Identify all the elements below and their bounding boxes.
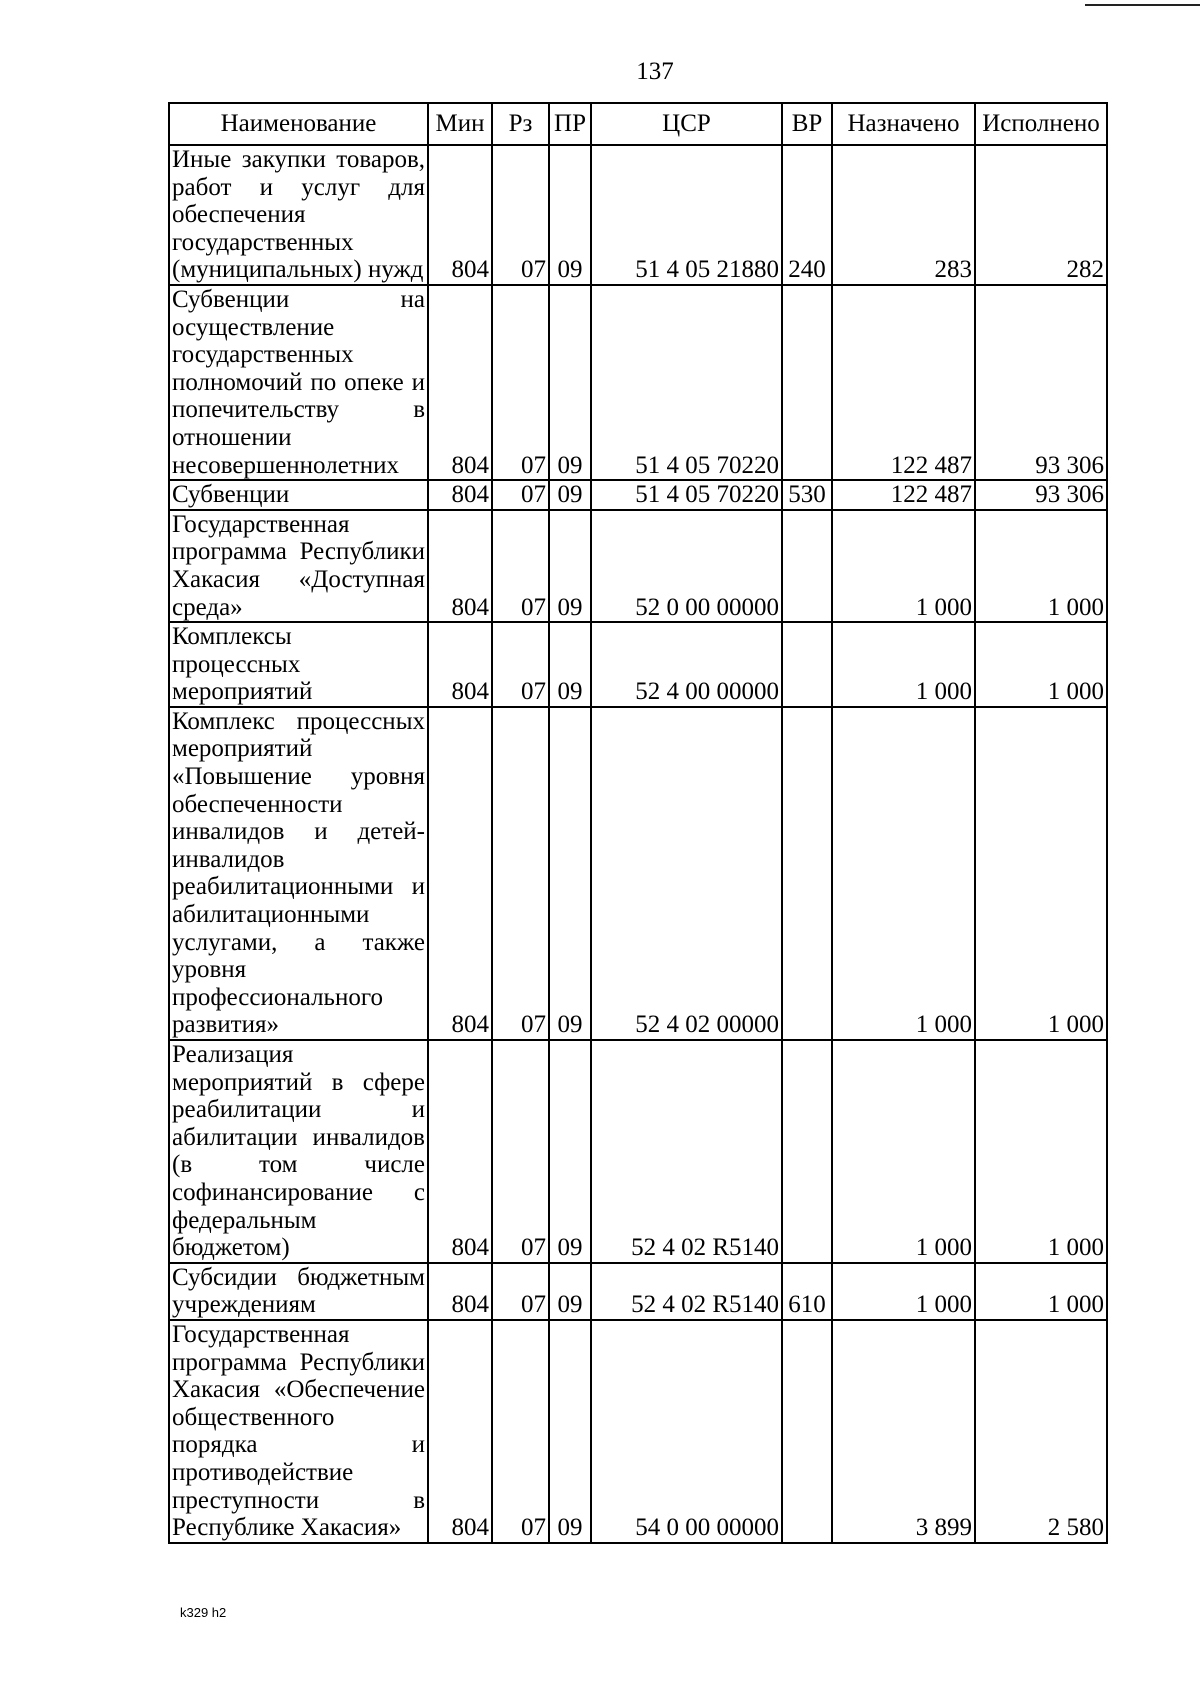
cell-rz: 07 — [492, 707, 549, 1040]
cell-min: 804 — [428, 622, 492, 707]
cell-vr: 530 — [782, 480, 832, 510]
table-row — [169, 707, 1107, 1040]
cell-pr: 09 — [549, 707, 591, 1040]
cell-rz: 07 — [492, 622, 549, 707]
cell-executed: 2 580 — [975, 1320, 1107, 1543]
cell-pr: 09 — [549, 1040, 591, 1263]
cell-executed: 1 000 — [975, 1263, 1107, 1320]
cell-vr — [782, 510, 832, 622]
table-header-row — [169, 103, 1107, 145]
cell-min: 804 — [428, 1263, 492, 1320]
cell-assigned: 1 000 — [832, 1040, 975, 1263]
cell-pr: 09 — [549, 510, 591, 622]
header-name: Наименование — [169, 103, 428, 145]
cell-csr: 52 4 02 R5140 — [591, 1040, 782, 1263]
table-row — [169, 480, 1107, 510]
cell-name: Государственная программа Республики Хакасия «Обеспечение общественного порядка и противодействие преступности в Республике Хакасия» — [169, 1320, 428, 1543]
cell-name: Субвенции на осуществление государственных полномочий по опеке и попечительству в отношении несовершеннолетних — [169, 285, 428, 480]
cell-name: Комплексы процессных мероприятий — [169, 622, 428, 707]
cell-pr: 09 — [549, 622, 591, 707]
cell-assigned: 1 000 — [832, 707, 975, 1040]
header-rz: Рз — [492, 103, 549, 145]
cell-csr: 52 4 00 00000 — [591, 622, 782, 707]
cell-vr: 610 — [782, 1263, 832, 1320]
cell-csr: 52 0 00 00000 — [591, 510, 782, 622]
cell-vr — [782, 1040, 832, 1263]
cell-executed: 1 000 — [975, 707, 1107, 1040]
header-executed: Исполнено — [975, 103, 1107, 145]
cell-assigned: 1 000 — [832, 510, 975, 622]
cell-executed: 1 000 — [975, 622, 1107, 707]
cell-vr — [782, 707, 832, 1040]
cell-name: Субсидии бюджетным учреждениям — [169, 1263, 428, 1320]
header-csr: ЦСР — [591, 103, 782, 145]
cell-assigned: 283 — [832, 145, 975, 285]
cell-csr: 52 4 02 00000 — [591, 707, 782, 1040]
cell-executed: 1 000 — [975, 1040, 1107, 1263]
cell-min: 804 — [428, 145, 492, 285]
cell-rz: 07 — [492, 1320, 549, 1543]
cell-rz: 07 — [492, 480, 549, 510]
table-row — [169, 622, 1107, 707]
table-row — [169, 1320, 1107, 1543]
table-body — [169, 145, 1107, 1543]
cell-name: Комплекс процессных мероприятий «Повышение уровня обеспеченности инвалидов и детей-инвалидов реабилитационными и абилитационными услугами, а также уровня профессионального развития» — [169, 707, 428, 1040]
cell-vr — [782, 285, 832, 480]
cell-min: 804 — [428, 1040, 492, 1263]
cell-csr: 51 4 05 70220 — [591, 480, 782, 510]
cell-rz: 07 — [492, 510, 549, 622]
cell-csr: 51 4 05 21880 — [591, 145, 782, 285]
cell-vr — [782, 622, 832, 707]
cell-name: Реализация мероприятий в сфере реабилитации и абилитации инвалидов (в том числе софинансирование с федеральным бюджетом) — [169, 1040, 428, 1263]
cell-executed: 93 306 — [975, 480, 1107, 510]
cell-assigned: 122 487 — [832, 285, 975, 480]
table-row — [169, 1263, 1107, 1320]
cell-csr: 54 0 00 00000 — [591, 1320, 782, 1543]
cell-pr: 09 — [549, 145, 591, 285]
table-row — [169, 1040, 1107, 1263]
cell-min: 804 — [428, 1320, 492, 1543]
cell-min: 804 — [428, 480, 492, 510]
cell-assigned: 3 899 — [832, 1320, 975, 1543]
cell-min: 804 — [428, 285, 492, 480]
cell-rz: 07 — [492, 1040, 549, 1263]
cell-pr: 09 — [549, 1320, 591, 1543]
cell-rz: 07 — [492, 145, 549, 285]
cell-vr: 240 — [782, 145, 832, 285]
page-number: 137 — [636, 58, 674, 85]
cell-assigned: 1 000 — [832, 1263, 975, 1320]
budget-table — [168, 102, 1108, 1544]
header-min: Мин — [428, 103, 492, 145]
cell-executed: 93 306 — [975, 285, 1107, 480]
header-vr: ВР — [782, 103, 832, 145]
cell-pr: 09 — [549, 480, 591, 510]
table-row — [169, 510, 1107, 622]
cell-name: Государственная программа Республики Хакасия «Доступная среда» — [169, 510, 428, 622]
cell-pr: 09 — [549, 1263, 591, 1320]
cell-csr: 52 4 02 R5140 — [591, 1263, 782, 1320]
table-row — [169, 285, 1107, 480]
cell-executed: 1 000 — [975, 510, 1107, 622]
cell-vr — [782, 1320, 832, 1543]
table-row — [169, 145, 1107, 285]
header-assigned: Назначено — [832, 103, 975, 145]
cell-rz: 07 — [492, 1263, 549, 1320]
cell-csr: 51 4 05 70220 — [591, 285, 782, 480]
cell-min: 804 — [428, 707, 492, 1040]
cell-name: Субвенции — [169, 480, 428, 510]
cell-pr: 09 — [549, 285, 591, 480]
cell-assigned: 1 000 — [832, 622, 975, 707]
cell-min: 804 — [428, 510, 492, 622]
footer-code: k329 h2 — [180, 1605, 227, 1620]
page-edge-line — [1085, 4, 1200, 6]
cell-name: Иные закупки товаров, работ и услуг для обеспечения государственных (муниципальных) нужд — [169, 145, 428, 285]
header-pr: ПР — [549, 103, 591, 145]
cell-executed: 282 — [975, 145, 1107, 285]
cell-rz: 07 — [492, 285, 549, 480]
cell-assigned: 122 487 — [832, 480, 975, 510]
